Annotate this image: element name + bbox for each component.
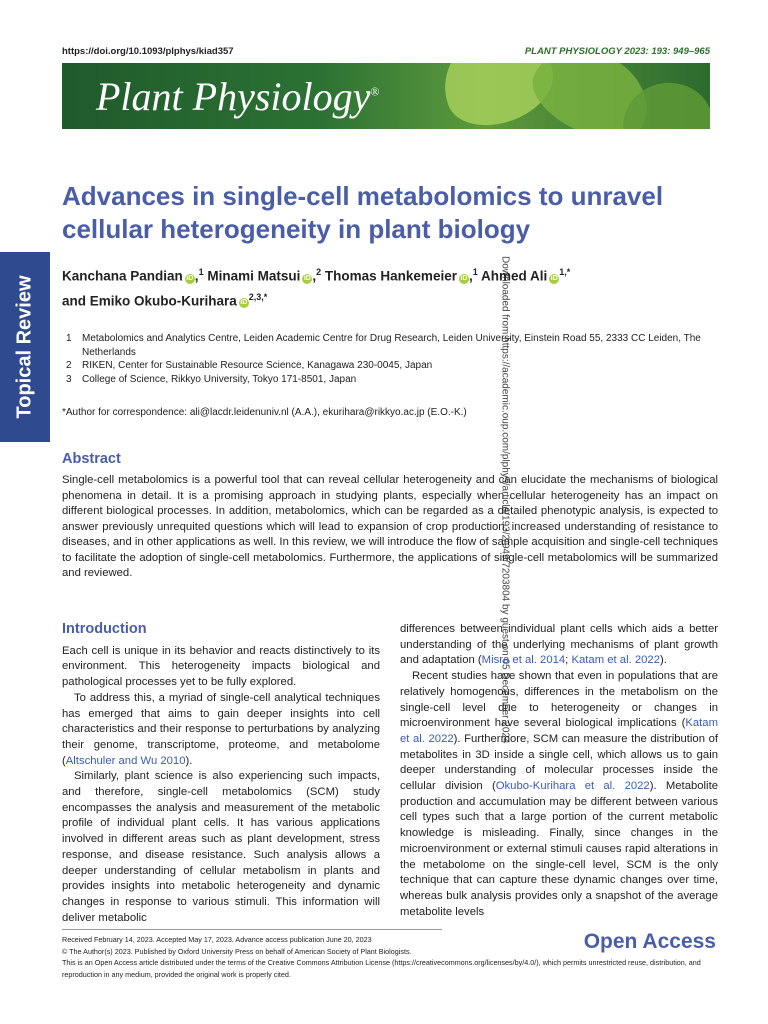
orcid-icon[interactable]: iD (550, 274, 558, 282)
affiliation-list (66, 332, 716, 386)
author-name[interactable]: Kanchana Pandian (62, 268, 183, 284)
footer-divider (62, 929, 442, 930)
author-name[interactable]: Thomas Hankemeier (324, 268, 457, 284)
paragraph: Similarly, plant science is also experiencing such impacts, and therefore, single-cell metabolomics (SCM) study encompasses the analysis and measurement of the metabolic profile of individual plant cells. It has various applications involved in different areas such as plant development, stress response, and disease resistance. Such analysis allows a deeper understanding of cellular metabolism in plants and provides insights into metabolic heterogeneity and dynamic changes in response to various stimuli. This information will deliver metabolic (62, 770, 380, 924)
article-title: Advances in single-cell metabolomics to unravel cellular heterogeneity in plant biology (62, 181, 664, 244)
correspondence-note: *Author for correspondence: ali@lacdr.leidenuniv.nl (A.A.), ekurihara@rikkyo.ac.jp (E.O.-K.) (62, 407, 467, 418)
citation-link[interactable]: Misra et al. 2014 (481, 654, 566, 667)
doi-link[interactable]: https://doi.org/10.1093/plphys/kiad357 (62, 46, 234, 57)
introduction-heading: Introduction (62, 621, 147, 637)
journal-citation: PLANT PHYSIOLOGY 2023: 193: 949–965 (524, 46, 710, 57)
body-column-right (400, 622, 718, 920)
author-name[interactable]: Minami Matsui (207, 268, 301, 284)
author-list: Kanchana Pandian iD ,$^1$ Minami Matsui iD ,$^2$ Thomas Hankemeier iD ,$^1$ Ahmed Ali $iD^{1,*}$ and Emiko Okubo-Kurihara $iD^{2,3,*}$ (62, 267, 571, 308)
body-column-left (62, 622, 380, 926)
orcid-icon[interactable]: iD (303, 274, 311, 282)
license-text: This is an Open Access article distributed under the terms of the Creative Commons Attribution License (https://creativecommons.org/licenses/by/4.0/), which permits unrestricted reuse, distribution, and reproduction in any medium, provided the original work is properly cited. (62, 958, 701, 979)
running-header (62, 46, 710, 60)
abstract-heading: Abstract (62, 451, 121, 467)
affiliation-item: 2 RIKEN, Center for Sustainable Resource Science, Kanagawa 230-0045, Japan (66, 360, 433, 371)
affiliation-item: 3 College of Science, Rikkyo University, Tokyo 171-8501, Japan (66, 373, 357, 385)
citation-link[interactable]: Altschuler and Wu 2010 (65, 754, 186, 767)
open-access-label: Open Access (583, 930, 716, 953)
author-name[interactable]: Ahmed Ali (481, 268, 548, 284)
article-type-tab: Topical Review (0, 252, 50, 442)
paragraph: Each cell is unique in its behavior and reacts distinctively to its environment. This heterogeneity impacts biological and pathological processes yet to be fully explored. (62, 644, 380, 689)
journal-banner (62, 63, 710, 129)
citation-link[interactable]: Okubo-Kurihara et al. 2022 (495, 780, 650, 793)
affiliation-item: 1 Metabolomics and Analytics Centre, Leiden Academic Centre for Drug Research, Leiden University, Einstein Road 55, 2333 CC Leiden, The Netherlands (66, 333, 701, 358)
copyright-line: © The Author(s) 2023. Published by Oxford University Press on behalf of American Society of Plant Biologists. (62, 946, 412, 956)
paragraph: Recent studies have shown that even in populations that are relatively homogenous, differences in the metabolism on the single-cell level due to heterogeneity or changes in microenvironment have several biological implications (Katam et al. 2022). Furthermore, SCM can measure the distribution of metabolites in 3D inside a single cell, which allows us to gain deeper understanding of molecular processes inside the cellular division (Okubo-Kurihara et al. 2022). Metabolite production and accumulation may be different between various cell types such that a large portion of the current metabolic knowledge is misleading. Finally, since changes in the microenvironment or external stimuli causes rapid alterations in the metabolome on the single-cell level, SCM is the only technique that can capture these dynamic changes over time, whereas bulk analysis provides only a snapshot of the average metabolite levels (400, 670, 719, 918)
paragraph: differences between individual plant cells which aids a better understanding of the underlying mechanisms of plant growth and adaptation (Misra et al. 2014; Katam et al. 2022). (400, 623, 718, 667)
citation-link[interactable]: Katam et al. 2022 (400, 717, 718, 745)
citation-link[interactable]: Katam et al. 2022 (571, 654, 661, 667)
download-notice: Downloaded from https://academic.oup.com/plphys/article/193/2/949/7203804 by guest on 05 December 2024 (499, 256, 511, 744)
journal-title: Plant Physiology® (96, 74, 380, 119)
abstract-body: Single-cell metabolomics is a powerful tool that can reveal cellular heterogeneity and can elucidate the mechanisms of biological phenomena in detail. It is a promising approach in studying plants, especially when cellular heterogeneity has an impact on different biological processes. In addition, metabolomics, which can be regarded as a detailed phenotypic analysis, is expected to answer previously unrequited questions which will lead to expansion of crop production, increased understanding of resistance to diseases, and in other applications as well. In this review, we will introduce the flow of sample acquisition and single-cell techniques to facilitate the adoption of single-cell metabolomics. Furthermore, the applications of single-cell metabolomics will be summarized and reviewed. (62, 474, 718, 579)
author-name[interactable]: and Emiko Okubo-Kurihara (62, 293, 237, 308)
orcid-icon[interactable]: iD (460, 274, 468, 282)
orcid-icon[interactable]: iD (186, 274, 194, 282)
received-dates: Received February 14, 2023. Accepted May 17, 2023. Advance access publication June 20, 2023 (62, 935, 372, 944)
orcid-icon[interactable]: iD (240, 299, 248, 306)
paragraph: To address this, a myriad of single-cell analytical techniques has emerged that aims to gain deeper insights into cell characteristics and their response to perturbations by analyzing their genome, transcriptome, proteome, and metabolome (Altschuler and Wu 2010). (62, 691, 380, 767)
